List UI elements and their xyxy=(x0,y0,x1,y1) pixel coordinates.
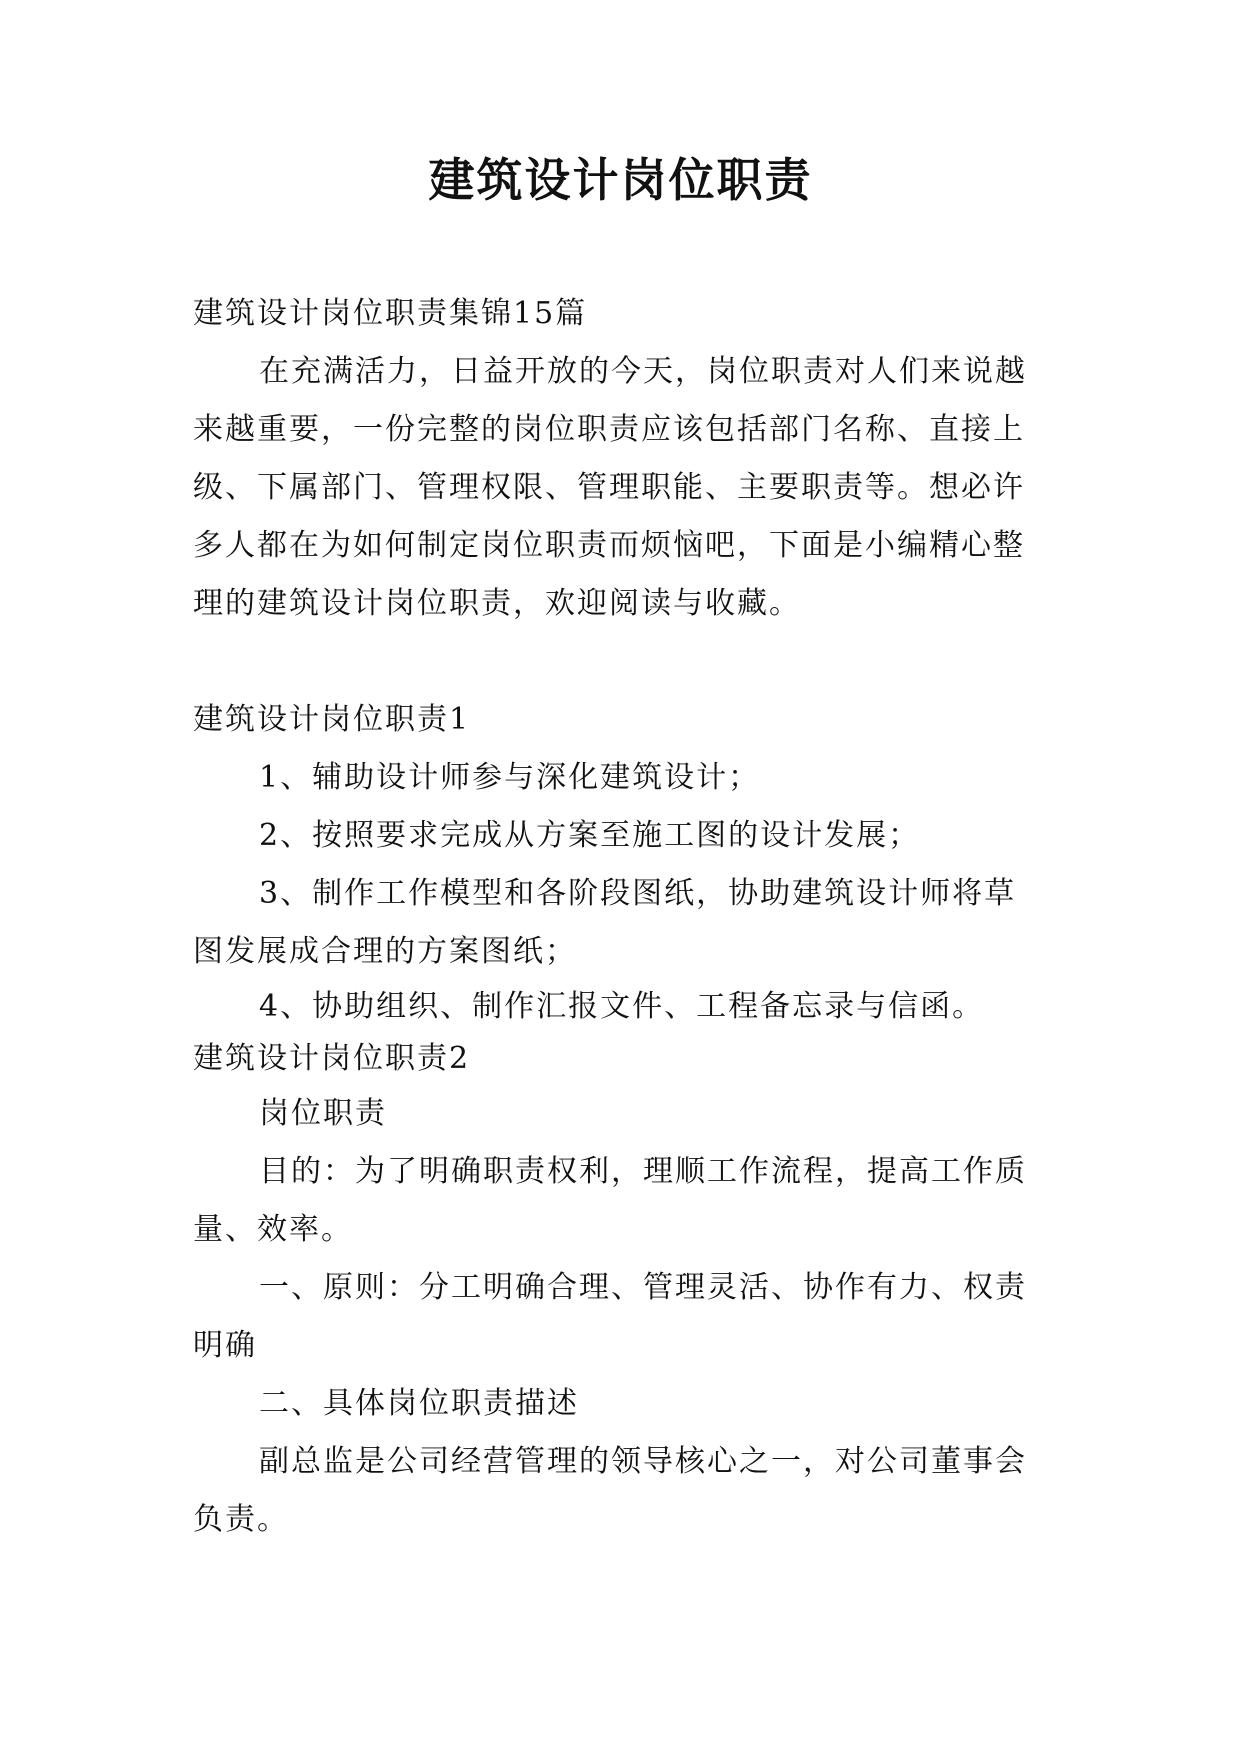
collection-heading: 建筑设计岗位职责集锦15篇 xyxy=(193,296,588,331)
paragraph-line: 副总监是公司经营管理的领导核心之一，对公司董事会 xyxy=(259,1444,1027,1479)
document-title: 建筑设计岗位职责 xyxy=(428,153,813,207)
list-item: 3、制作工作模型和各阶段图纸，协助建筑设计师将草 xyxy=(259,876,1017,911)
paragraph-line: 目的：为了明确职责权利，理顺工作流程，提高工作质 xyxy=(259,1154,1027,1189)
list-item: 4、协助组织、制作汇报文件、工程备忘录与信函。 xyxy=(259,989,985,1024)
intro-paragraph-line: 多人都在为如何制定岗位职责而烦恼吧，下面是小编精心整 xyxy=(193,528,1025,563)
list-item-continuation: 图发展成合理的方案图纸； xyxy=(193,934,577,969)
section-heading: 建筑设计岗位职责1 xyxy=(193,702,471,737)
intro-paragraph-line: 在充满活力，日益开放的今天，岗位职责对人们来说越 xyxy=(259,354,1027,389)
paragraph-line: 明确 xyxy=(193,1328,257,1363)
document-body xyxy=(193,285,1055,1549)
intro-paragraph-line: 级、下属部门、管理权限、管理职能、主要职责等。想必许 xyxy=(193,470,1025,505)
list-item: 1、辅助设计师参与深化建筑设计； xyxy=(259,760,761,795)
paragraph-line: 负责。 xyxy=(193,1502,289,1537)
intro-paragraph-line: 理的建筑设计岗位职责，欢迎阅读与收藏。 xyxy=(193,586,801,621)
intro-paragraph-line: 来越重要，一份完整的岗位职责应该包括部门名称、直接上 xyxy=(193,412,1025,447)
list-item: 2、按照要求完成从方案至施工图的设计发展； xyxy=(259,818,921,853)
subheading: 二、具体岗位职责描述 xyxy=(259,1386,579,1421)
paragraph-line: 量、效率。 xyxy=(193,1212,353,1247)
section-heading: 建筑设计岗位职责2 xyxy=(193,1041,471,1076)
subheading: 岗位职责 xyxy=(259,1096,387,1131)
paragraph-line: 一、原则：分工明确合理、管理灵活、协作有力、权责 xyxy=(259,1270,1027,1305)
